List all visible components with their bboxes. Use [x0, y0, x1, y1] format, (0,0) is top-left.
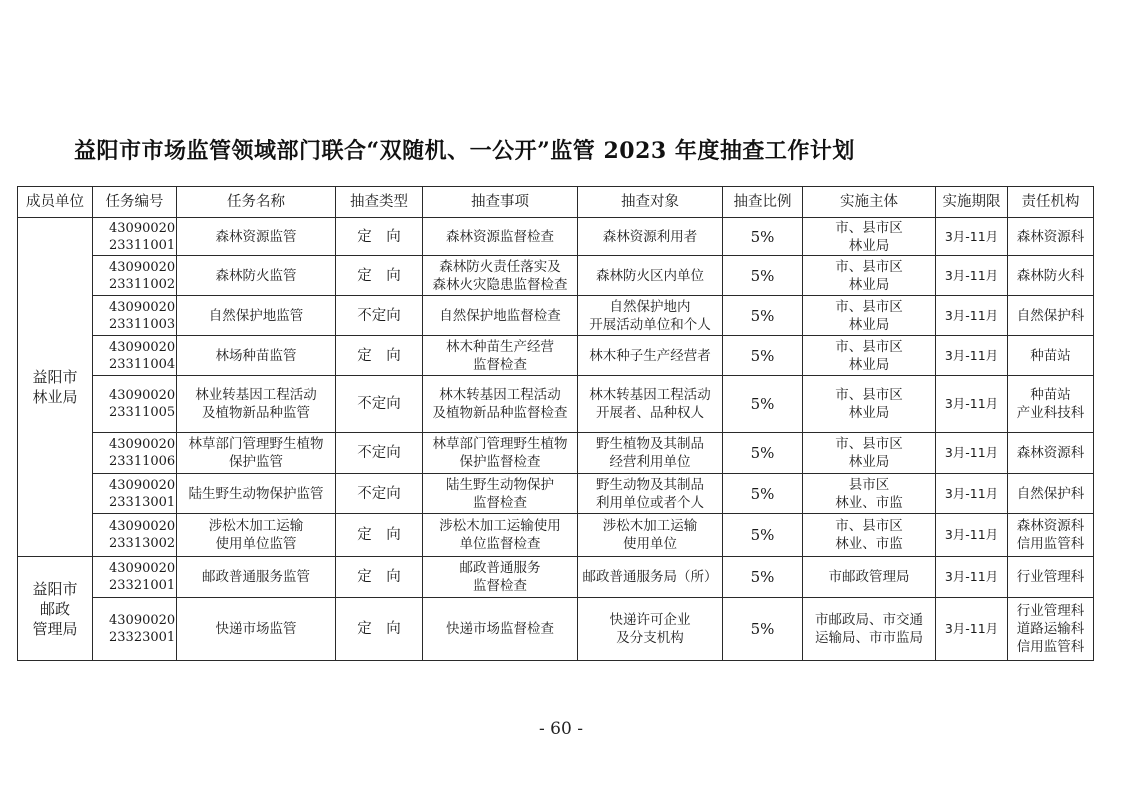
task-code-cell — [93, 336, 177, 376]
inspection-matter-cell-line: 监督检查 — [473, 494, 527, 511]
task-code-cell-line: 23313001 — [109, 494, 176, 510]
table-row — [18, 557, 1094, 598]
task-name-cell — [177, 514, 336, 557]
responsible-org-cell-line: 森林防火科 — [1016, 267, 1085, 284]
inspection-matter-cell-line: 邮政普通服务 — [459, 560, 541, 576]
inspection-type-cell: 定 向 — [336, 218, 423, 256]
task-name-cell-line: 森林资源监管 — [215, 228, 297, 245]
task-name-cell — [177, 598, 336, 661]
responsible-org-cell-line: 森林资源科 — [1016, 518, 1085, 534]
inspection-object-cell-line: 林木种子生产经营者 — [589, 347, 711, 364]
inspection-object-cell-line: 自然保护地内 — [609, 298, 691, 315]
responsible-org-cell-line: 森林资源科 — [1016, 445, 1085, 461]
task-code-cell — [93, 218, 177, 256]
task-code-cell-line: 43090020 — [109, 388, 176, 403]
inspection-matter-cell-line: 单位监督检查 — [459, 536, 541, 552]
table-body — [18, 218, 1094, 661]
inspection-matter-cell-line: 监督检查 — [473, 356, 527, 373]
task-name-cell — [177, 474, 336, 514]
task-code-cell-line: 43090020 — [109, 519, 176, 534]
inspection-type-cell: 不定向 — [336, 376, 423, 433]
implementation-period-cell: 3月-11月 — [936, 296, 1008, 336]
task-code-cell — [93, 433, 177, 474]
responsible-org-cell — [1008, 514, 1094, 557]
inspection-ratio-cell: 5% — [723, 598, 803, 661]
task-code-cell-line: 23313002 — [109, 536, 176, 551]
inspection-type-cell: 不定向 — [336, 474, 423, 514]
table-row — [18, 598, 1094, 661]
inspection-matter-cell — [423, 514, 578, 557]
header-inspection-type: 抽查类型 — [336, 187, 423, 218]
responsible-org-cell — [1008, 256, 1094, 296]
task-name-cell-line: 森林防火监管 — [215, 267, 297, 284]
inspection-object-cell-line: 快递许可企业 — [609, 612, 691, 628]
inspection-ratio-cell: 5% — [723, 557, 803, 598]
inspection-matter-cell — [423, 376, 578, 433]
implementing-body-cell-line: 市邮政管理局 — [828, 569, 910, 585]
task-code-cell — [93, 256, 177, 296]
task-code-cell-line: 43090020 — [109, 299, 176, 315]
header-responsible-org: 责任机构 — [1008, 187, 1094, 218]
inspection-object-cell — [578, 256, 723, 296]
task-name-cell-line: 林草部门管理野生植物 — [188, 436, 324, 452]
inspection-type-cell: 定 向 — [336, 336, 423, 376]
inspection-ratio-cell: 5% — [723, 514, 803, 557]
inspection-object-cell — [578, 514, 723, 557]
inspection-matter-cell-line: 快递市场监督检查 — [446, 621, 554, 637]
responsible-org-cell-line: 行业管理科 — [1016, 603, 1085, 619]
inspection-matter-cell — [423, 433, 578, 474]
inspection-matter-cell — [423, 256, 578, 296]
implementing-body-cell-line: 市邮政局、市交通 — [815, 612, 923, 628]
implementing-body-cell-line: 林业局 — [848, 405, 890, 421]
implementation-period-cell: 3月-11月 — [936, 336, 1008, 376]
task-name-cell-line: 及植物新品种监管 — [202, 405, 310, 421]
inspection-matter-cell — [423, 557, 578, 598]
member-unit-cell — [18, 218, 93, 557]
task-code-cell-line: 23323001 — [109, 630, 176, 645]
implementing-body-cell-line: 林业局 — [848, 237, 890, 254]
implementing-body-cell — [803, 433, 936, 474]
inspection-matter-cell-line: 陆生野生动物保护 — [446, 476, 554, 493]
header-implementing-body: 实施主体 — [803, 187, 936, 218]
task-code-cell-line: 23311006 — [109, 454, 176, 469]
inspection-object-cell-line: 涉松木加工运输 — [602, 518, 698, 534]
task-code-cell-line: 23311001 — [109, 237, 176, 253]
header-task-name: 任务名称 — [177, 187, 336, 218]
implementing-body-cell — [803, 514, 936, 557]
responsible-org-cell — [1008, 336, 1094, 376]
inspection-object-cell — [578, 474, 723, 514]
responsible-org-cell — [1008, 598, 1094, 661]
member-unit-cell-line: 林业局 — [32, 388, 78, 406]
member-unit-cell-line: 益阳市 — [32, 579, 78, 598]
task-name-cell-line: 涉松木加工运输 — [208, 518, 304, 534]
implementing-body-cell-line: 林业局 — [848, 276, 890, 293]
member-unit-cell-line: 邮政 — [39, 599, 70, 618]
header-member-unit: 成员单位 — [18, 187, 93, 218]
task-name-cell-line: 快递市场监管 — [215, 621, 297, 637]
inspection-type-cell: 定 向 — [336, 557, 423, 598]
inspection-ratio-cell: 5% — [723, 336, 803, 376]
inspection-ratio-cell: 5% — [723, 218, 803, 256]
member-unit-cell-line: 益阳市 — [32, 368, 78, 386]
implementation-period-cell: 3月-11月 — [936, 256, 1008, 296]
implementation-period-cell: 3月-11月 — [936, 433, 1008, 474]
task-code-cell-line: 23311003 — [109, 316, 176, 332]
implementing-body-cell-line: 运输局、市市监局 — [815, 630, 923, 646]
inspection-object-cell-line: 林木转基因工程活动 — [589, 387, 711, 403]
page-title: 益阳市市场监管领域部门联合“双随机、一公开”监管 2023 年度抽查工作计划 — [74, 138, 855, 164]
inspection-object-cell-line: 及分支机构 — [616, 630, 684, 646]
task-name-cell-line: 邮政普通服务监管 — [202, 569, 310, 585]
responsible-org-cell-line: 自然保护科 — [1016, 485, 1085, 502]
responsible-org-cell-line: 信用监管科 — [1016, 639, 1085, 655]
inspection-matter-cell — [423, 474, 578, 514]
member-unit-cell-line: 管理局 — [32, 619, 78, 638]
inspection-object-cell-line: 野生植物及其制品 — [596, 436, 704, 452]
responsible-org-cell-line: 自然保护科 — [1016, 307, 1085, 324]
inspection-matter-cell-line: 及植物新品种监督检查 — [432, 405, 568, 421]
implementing-body-cell-line: 林业局 — [848, 316, 890, 333]
table-row — [18, 218, 1094, 256]
page-number: - 60 - — [539, 719, 583, 739]
implementing-body-cell-line: 市、县市区 — [835, 298, 903, 315]
inspection-object-cell — [578, 376, 723, 433]
inspection-object-cell-line: 利用单位或者个人 — [596, 494, 704, 511]
task-name-cell — [177, 433, 336, 474]
inspection-type-cell: 不定向 — [336, 296, 423, 336]
header-inspection-ratio: 抽查比例 — [723, 187, 803, 218]
table-header-row — [18, 187, 1094, 218]
task-name-cell-line: 保护监管 — [229, 454, 283, 470]
task-name-cell — [177, 256, 336, 296]
inspection-matter-cell — [423, 336, 578, 376]
task-code-cell — [93, 514, 177, 557]
task-name-cell — [177, 336, 336, 376]
table-row — [18, 514, 1094, 557]
task-name-cell — [177, 376, 336, 433]
inspection-matter-cell-line: 森林火灾隐患监督检查 — [432, 276, 568, 293]
implementing-body-cell-line: 县市区 — [848, 476, 890, 493]
inspection-object-cell-line: 经营利用单位 — [609, 454, 691, 470]
inspection-ratio-cell: 5% — [723, 296, 803, 336]
responsible-org-cell-line: 行业管理科 — [1016, 569, 1085, 585]
implementing-body-cell-line: 林业局 — [848, 356, 890, 373]
responsible-org-cell-line: 种苗站 — [1030, 347, 1071, 364]
inspection-matter-cell-line: 林木种苗生产经营 — [446, 338, 554, 355]
task-code-cell-line: 43090020 — [109, 613, 176, 628]
task-code-cell-line: 43090020 — [109, 339, 176, 355]
inspection-matter-cell — [423, 296, 578, 336]
implementing-body-cell-line: 林业、市监 — [835, 536, 903, 552]
responsible-org-cell — [1008, 296, 1094, 336]
implementing-body-cell — [803, 557, 936, 598]
task-code-cell — [93, 376, 177, 433]
inspection-object-cell-line: 森林防火区内单位 — [596, 267, 704, 284]
implementing-body-cell — [803, 218, 936, 256]
inspection-matter-cell-line: 保护监督检查 — [459, 454, 541, 470]
implementing-body-cell-line: 市、县市区 — [835, 219, 903, 236]
task-code-cell-line: 43090020 — [109, 220, 176, 236]
task-name-cell-line: 使用单位监管 — [215, 536, 297, 552]
responsible-org-cell-line: 产业科技科 — [1016, 405, 1085, 421]
inspection-ratio-cell: 5% — [723, 376, 803, 433]
implementing-body-cell — [803, 296, 936, 336]
inspection-ratio-cell: 5% — [723, 433, 803, 474]
task-name-cell-line: 林场种苗监管 — [215, 347, 297, 364]
task-name-cell-line: 自然保护地监管 — [208, 307, 304, 324]
header-inspection-matter: 抽查事项 — [423, 187, 578, 218]
responsible-org-cell — [1008, 376, 1094, 433]
member-unit-cell — [18, 557, 93, 661]
task-name-cell — [177, 557, 336, 598]
inspection-ratio-cell: 5% — [723, 256, 803, 296]
implementation-period-cell: 3月-11月 — [936, 218, 1008, 256]
task-code-cell — [93, 474, 177, 514]
inspection-object-cell-line: 开展活动单位和个人 — [589, 316, 711, 333]
task-code-cell — [93, 296, 177, 336]
responsible-org-cell — [1008, 557, 1094, 598]
inspection-matter-cell — [423, 218, 578, 256]
task-code-cell-line: 23311004 — [109, 356, 176, 372]
header-inspection-object: 抽查对象 — [578, 187, 723, 218]
inspection-matter-cell-line: 林木转基因工程活动 — [439, 387, 561, 403]
inspection-matter-cell-line: 森林防火责任落实及 — [439, 258, 561, 275]
inspection-matter-cell-line: 监督检查 — [473, 578, 527, 594]
inspection-object-cell — [578, 296, 723, 336]
task-code-cell — [93, 598, 177, 661]
inspection-type-cell: 定 向 — [336, 598, 423, 661]
table-row — [18, 433, 1094, 474]
implementing-body-cell — [803, 336, 936, 376]
task-name-cell-line: 林业转基因工程活动 — [195, 387, 317, 403]
inspection-type-cell: 不定向 — [336, 433, 423, 474]
inspection-matter-cell — [423, 598, 578, 661]
table-row — [18, 376, 1094, 433]
inspection-object-cell-line: 野生动物及其制品 — [596, 476, 704, 493]
responsible-org-cell — [1008, 474, 1094, 514]
task-code-cell-line: 43090020 — [109, 437, 176, 452]
responsible-org-cell-line: 道路运输科 — [1016, 621, 1085, 637]
implementation-period-cell: 3月-11月 — [936, 376, 1008, 433]
task-code-cell-line: 23311005 — [109, 405, 176, 420]
responsible-org-cell-line: 森林资源科 — [1016, 228, 1085, 245]
task-code-cell-line: 43090020 — [109, 477, 176, 493]
implementing-body-cell-line: 市、县市区 — [835, 387, 903, 403]
inspection-object-cell-line: 森林资源利用者 — [602, 228, 698, 245]
implementing-body-cell — [803, 474, 936, 514]
inspection-plan-table — [17, 186, 1094, 661]
responsible-org-cell — [1008, 433, 1094, 474]
inspection-matter-cell-line: 森林资源监督检查 — [446, 228, 554, 245]
implementing-body-cell-line: 市、县市区 — [835, 518, 903, 534]
task-name-cell — [177, 296, 336, 336]
inspection-object-cell-line: 使用单位 — [623, 536, 677, 552]
task-name-cell-line: 陆生野生动物保护监管 — [188, 485, 324, 502]
responsible-org-cell-line: 种苗站 — [1030, 387, 1071, 403]
implementing-body-cell-line: 林业、市监 — [835, 494, 903, 511]
implementing-body-cell-line: 市、县市区 — [835, 338, 903, 355]
implementing-body-cell-line: 林业局 — [848, 454, 890, 470]
inspection-object-cell — [578, 336, 723, 376]
task-code-cell-line: 43090020 — [109, 259, 176, 275]
inspection-object-cell — [578, 433, 723, 474]
implementing-body-cell — [803, 376, 936, 433]
inspection-object-cell — [578, 218, 723, 256]
header-task-code: 任务编号 — [93, 187, 177, 218]
implementation-period-cell: 3月-11月 — [936, 557, 1008, 598]
implementing-body-cell-line: 市、县市区 — [835, 258, 903, 275]
task-name-cell — [177, 218, 336, 256]
inspection-matter-cell-line: 林草部门管理野生植物 — [432, 436, 568, 452]
inspection-matter-cell-line: 涉松木加工运输使用 — [439, 518, 561, 534]
inspection-type-cell: 定 向 — [336, 514, 423, 557]
responsible-org-cell-line: 信用监管科 — [1016, 536, 1085, 552]
task-code-cell — [93, 557, 177, 598]
table-row — [18, 256, 1094, 296]
task-code-cell-line: 23321001 — [109, 578, 176, 593]
header-implementation-period: 实施期限 — [936, 187, 1008, 218]
task-code-cell-line: 23311002 — [109, 276, 176, 292]
implementation-period-cell: 3月-11月 — [936, 514, 1008, 557]
task-code-cell-line: 43090020 — [109, 561, 176, 576]
table-row — [18, 296, 1094, 336]
responsible-org-cell — [1008, 218, 1094, 256]
inspection-object-cell-line: 邮政普通服务局（所） — [582, 569, 718, 585]
implementing-body-cell — [803, 598, 936, 661]
inspection-type-cell: 定 向 — [336, 256, 423, 296]
table-row — [18, 474, 1094, 514]
inspection-object-cell-line: 开展者、品种权人 — [596, 405, 704, 421]
inspection-matter-cell-line: 自然保护地监督检查 — [439, 307, 561, 324]
implementing-body-cell — [803, 256, 936, 296]
implementation-period-cell: 3月-11月 — [936, 598, 1008, 661]
inspection-ratio-cell: 5% — [723, 474, 803, 514]
implementation-period-cell: 3月-11月 — [936, 474, 1008, 514]
inspection-object-cell — [578, 598, 723, 661]
table-row — [18, 336, 1094, 376]
inspection-object-cell — [578, 557, 723, 598]
implementing-body-cell-line: 市、县市区 — [835, 436, 903, 452]
